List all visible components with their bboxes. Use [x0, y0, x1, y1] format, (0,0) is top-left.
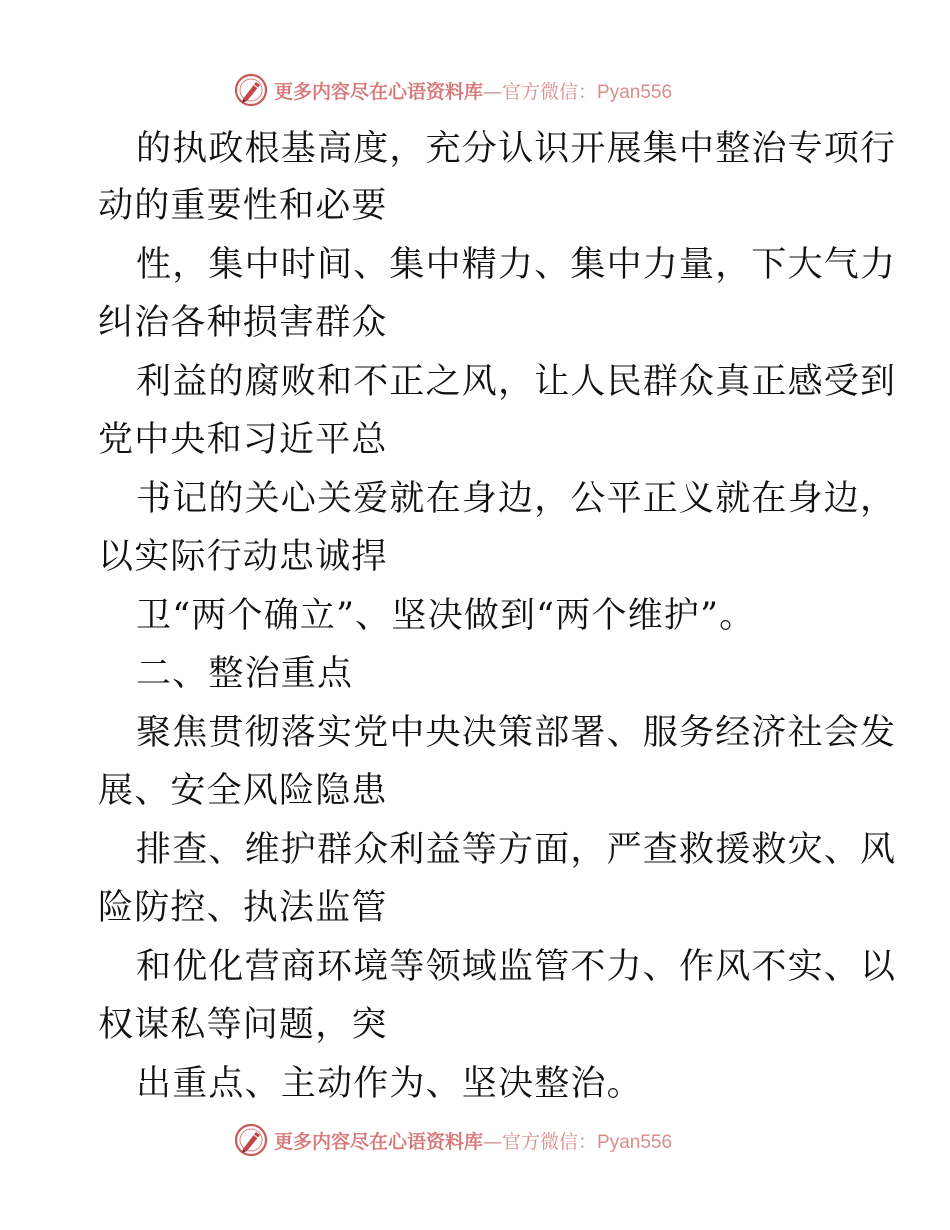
text-line: 险防控、执法监管 — [98, 888, 388, 928]
text-line: 出重点、主动作为、坚决整治。 — [136, 1064, 643, 1104]
pen-logo-icon — [234, 1123, 268, 1157]
banner-text — [274, 1127, 672, 1154]
text-line: 性，集中时间、集中精力、集中力量，下大气力 — [136, 245, 897, 285]
text-line: 权谋私等问题，突 — [98, 1005, 388, 1045]
text-line: 和优化营商环境等领域监管不力、作风不实、以 — [136, 947, 897, 987]
text-line: 卫“两个确立”、坚决做到“两个维护”。 — [136, 596, 756, 636]
banner-wechat-handle: Pyan556 — [597, 1131, 673, 1153]
banner-wechat-label: 官方微信： — [502, 1130, 598, 1153]
text-line: 书记的关心关爱就在身边，公平正义就在身边， — [136, 479, 897, 519]
text-line: 利益的腐败和不正之风，让人民群众真正感受到 — [136, 362, 897, 402]
banner-dash: — — [483, 80, 503, 103]
section-heading: 二、整治重点 — [136, 654, 354, 694]
text-line: 展、安全风险隐患 — [98, 771, 388, 811]
text-line: 排查、维护群众利益等方面，严查救援救灾、风 — [136, 830, 897, 870]
text-line: 以实际行动忠诚捍 — [98, 537, 388, 577]
text-line: 党中央和习近平总 — [98, 420, 388, 460]
header-banner — [234, 70, 794, 110]
footer-banner — [234, 1120, 794, 1160]
banner-wechat-label: 官方微信： — [502, 80, 598, 103]
text-line: 动的重要性和必要 — [98, 186, 388, 226]
banner-text — [274, 77, 672, 104]
banner-lead: 更多内容尽在心语资料库 — [274, 1130, 484, 1153]
text-line: 聚焦贯彻落实党中央决策部署、服务经济社会发 — [136, 713, 897, 753]
banner-lead: 更多内容尽在心语资料库 — [274, 80, 484, 103]
text-line: 纠治各种损害群众 — [98, 303, 388, 343]
banner-wechat-handle: Pyan556 — [597, 81, 673, 103]
text-line: 的执政根基高度，充分认识开展集中整治专项行 — [136, 129, 897, 169]
banner-dash: — — [483, 1130, 503, 1153]
pen-logo-icon — [234, 73, 268, 107]
